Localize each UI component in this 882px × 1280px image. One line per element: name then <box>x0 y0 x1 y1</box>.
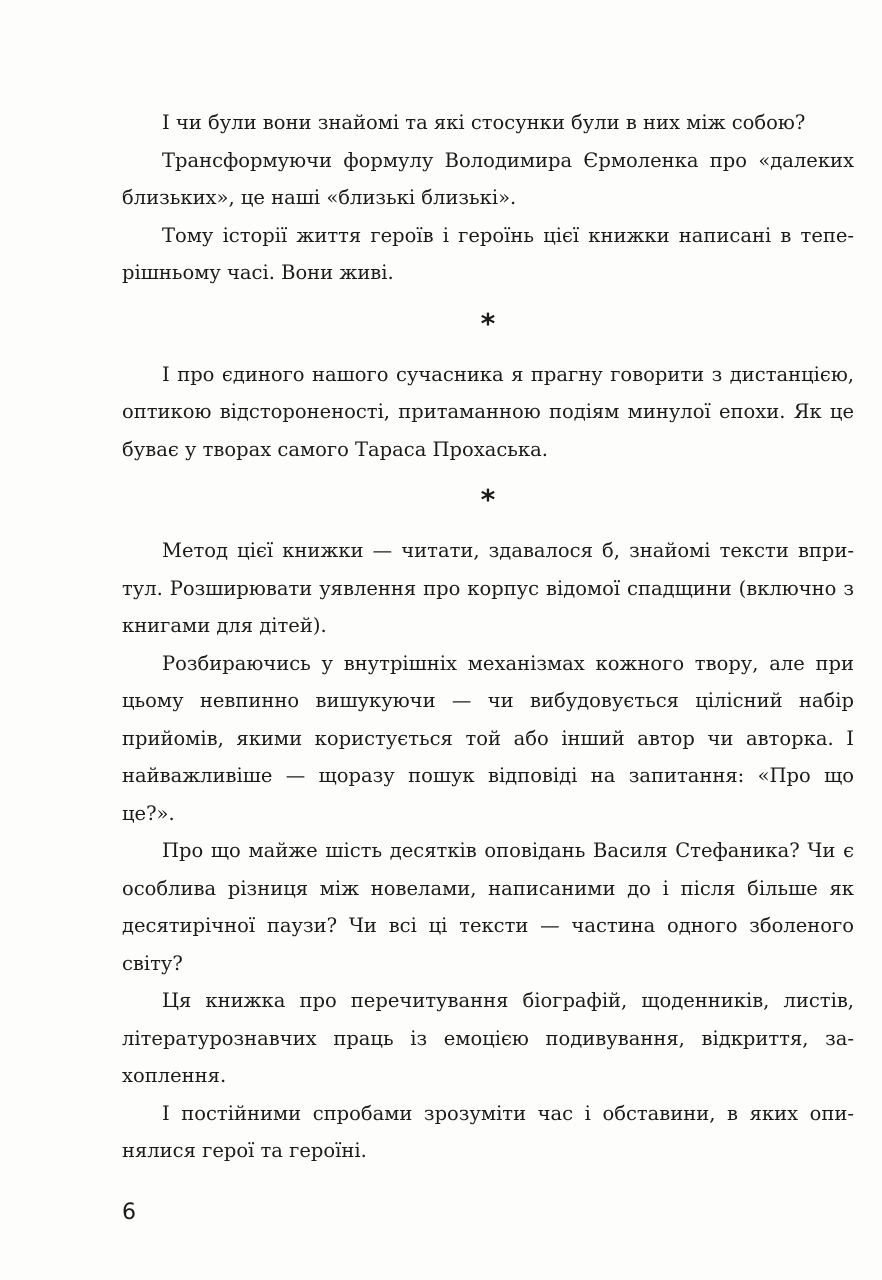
paragraph: Ця книжка про перечитування біографій, щоденників, листів, літературознавчих праць із емоцією подивування, відкриття, захоплення. <box>122 989 854 1087</box>
paragraph: Тому історії життя героїв і героїнь цієї книжки написані в теперішньому часі. Вони живі. <box>122 223 854 284</box>
paragraph: Розбираючись у внутрішніх механізмах кожного твору, але при цьому невпинно вишукуючи — чи вибудовується цілісний набір прийомів, якими користується той або інший автор чи авторка. І найважливіше — щоразу пошук відповіді на запитання: «Про що це?». <box>122 651 854 825</box>
paragraph: Про що майже шість десятків оповідань Василя Стефаника? Чи є особлива різниця між новелами, написаними до і після більше як десятирічної паузи? Чи всі ці тексти — частина одного зболеного світу? <box>122 839 854 975</box>
body-text <box>122 104 854 1170</box>
paragraph: І чи були вони знайомі та які стосунки були в них між собою? <box>162 111 806 134</box>
paragraph: І постійними спробами зрозуміти час і обставини, в яких опинялися герої та героїні. <box>122 1101 854 1162</box>
section-separator: * <box>480 306 496 340</box>
paragraph: Метод цієї книжки — читати, здавалося б, знайомі тексти впритул. Розширювати уявлення про корпус відомої спадщини (включно з книгами для дітей). <box>122 539 854 637</box>
page-number: 6 <box>122 1200 136 1225</box>
paragraph: І про єдиного нашого сучасника я прагну говорити з дистанцією, оптикою відстороненості, притаманною подіям минулої епохи. Як це буває у творах самого Тараса Прохаська. <box>122 362 854 461</box>
section-separator: * <box>480 483 496 516</box>
paragraph: Трансформуючи формулу Володимира Єрмоленка про «далеких близьких», це наші «близькі близькі». <box>122 148 854 209</box>
